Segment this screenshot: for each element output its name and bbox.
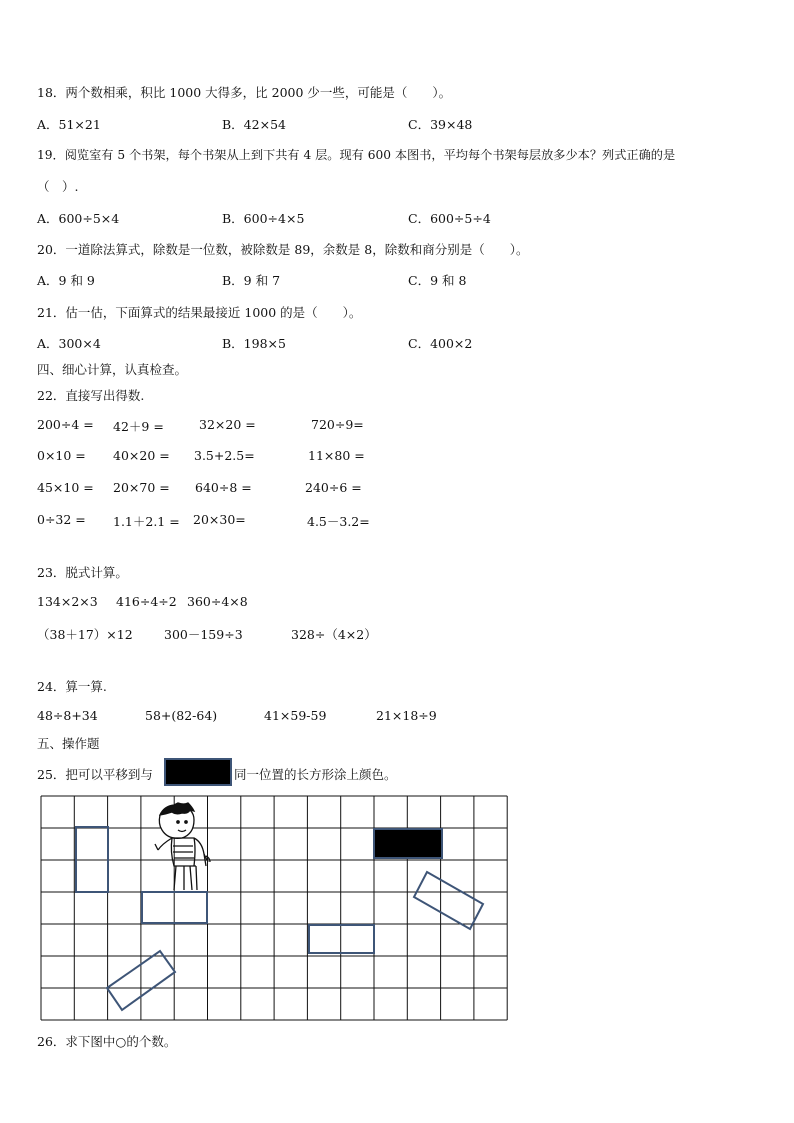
section5-heading: 五、操作题 <box>37 736 100 751</box>
q23-expression: 300－159÷3 <box>164 627 243 642</box>
rectangle-shapes <box>76 827 483 1010</box>
q18-option-b: B．42×54 <box>222 117 286 132</box>
q23-stem: 23．脱式计算。 <box>37 565 128 580</box>
q19-stem-line1: 19．阅览室有 5 个书架，每个书架从上到下共有 4 层。现有 600 本图书，平均每个书架每层放多少本？列式正确的是 <box>37 148 676 162</box>
q22-cell: 720÷9= <box>311 417 364 432</box>
q20-option-b: B．9 和 7 <box>222 273 281 288</box>
q23-expression: 360÷4×8 <box>187 594 248 609</box>
section4-heading: 四、细心计算，认真检查。 <box>37 362 188 377</box>
q24-expression: 58+(82-64) <box>145 708 218 723</box>
q22-cell: 4.5－3.2= <box>307 514 370 529</box>
q18-stem: 18．两个数相乘，积比 1000 大得多，比 2000 少一些，可能是（ ）。 <box>37 85 452 100</box>
q20-stem: 20．一道除法算式，除数是一位数，被除数是 89，余数是 8，除数和商分别是（ ）。 <box>37 242 529 257</box>
q22-cell: 0÷32 = <box>37 512 86 527</box>
q18-option-a: A．51×21 <box>37 117 101 132</box>
q19-option-c: C．600÷5÷4 <box>408 211 491 226</box>
q19-option-b: B．600÷4×5 <box>222 211 305 226</box>
q19-stem-line2: （ ）. <box>37 179 79 194</box>
horizontal-rectangle-right <box>309 925 374 953</box>
q24-expression: 48÷8+34 <box>37 708 98 723</box>
q24-expression: 41×59-59 <box>264 708 327 723</box>
q22-cell: 40×20 = <box>113 448 170 463</box>
q25-stem-before: 25．把可以平移到与 <box>37 767 153 782</box>
q22-cell: 0×10 = <box>37 448 86 463</box>
tilted-rectangle-right <box>414 872 483 929</box>
q22-cell: 240÷6 = <box>305 480 362 495</box>
q23-expression: 416÷4÷2 <box>116 594 177 609</box>
q22-cell: 11×80 = <box>308 448 365 463</box>
q25-stem-after: 同一位置的长方形涂上颜色。 <box>234 767 397 782</box>
black-rectangle <box>374 829 442 858</box>
q23-expression: 134×2×3 <box>37 594 98 609</box>
q21-option-c: C．400×2 <box>408 336 473 351</box>
q22-stem: 22．直接写出得数. <box>37 388 145 403</box>
q18-option-c: C．39×48 <box>408 117 473 132</box>
q22-cell: 42＋9 = <box>113 419 164 434</box>
q23-expression: （38＋17）×12 <box>37 627 133 642</box>
q20-option-c: C．9 和 8 <box>408 273 467 288</box>
q21-stem: 21．估一估，下面算式的结果最接近 1000 的是（ ）。 <box>37 305 362 320</box>
q20-option-a: A．9 和 9 <box>37 273 95 288</box>
q22-cell: 20×30= <box>193 512 246 527</box>
q21-option-b: B．198×5 <box>222 336 286 351</box>
boy-illustration <box>155 803 210 890</box>
q19-option-a: A．600÷5×4 <box>37 211 120 226</box>
q22-cell: 3.5+2.5= <box>194 448 255 463</box>
q24-stem: 24．算一算. <box>37 679 107 694</box>
q22-cell: 640÷8 = <box>195 480 252 495</box>
q22-cell: 200÷4 = <box>37 417 94 432</box>
q23-expression: 328÷（4×2） <box>291 627 377 642</box>
q22-cell: 32×20 = <box>199 417 256 432</box>
q22-cell: 20×70 = <box>113 480 170 495</box>
q21-option-a: A．300×4 <box>37 336 101 351</box>
q26-stem: 26．求下图中○的个数。 <box>37 1034 177 1049</box>
q22-cell: 45×10 = <box>37 480 94 495</box>
q24-expression: 21×18÷9 <box>376 708 437 723</box>
q22-cell: 1.1＋2.1 = <box>113 514 180 529</box>
